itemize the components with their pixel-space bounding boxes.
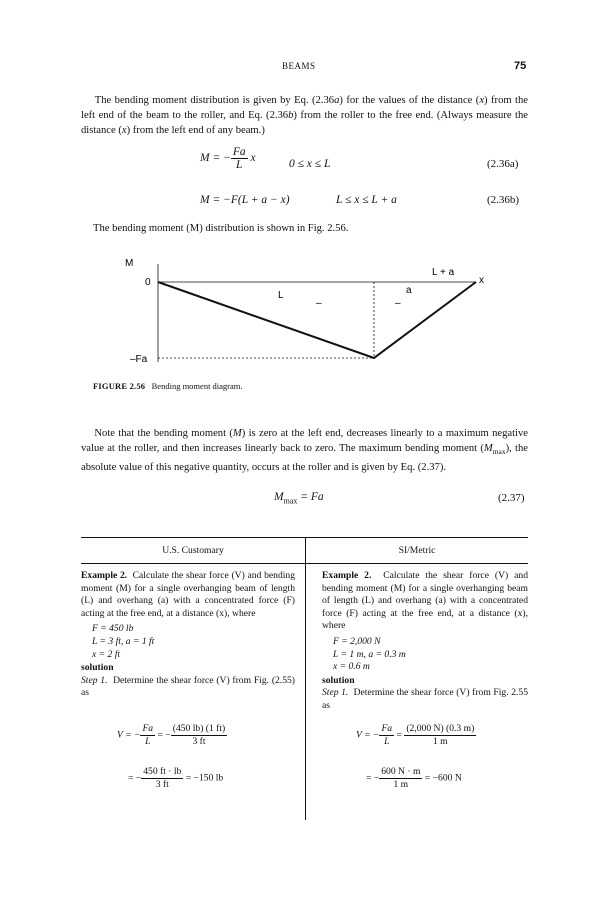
equation-2-36b-range: L ≤ x ≤ L + a — [336, 194, 397, 206]
header-si-metric: SI/Metric — [398, 545, 436, 556]
us-variable-3: x = 2 ft — [92, 648, 121, 660]
label-negative-Fa: –Fa — [130, 354, 148, 365]
negative-sign-2: – — [395, 298, 401, 309]
us-column — [81, 570, 295, 700]
si-variable-2: L = 1 m, a = 0.3 m — [333, 648, 406, 660]
label-L-plus-a: L + a — [432, 267, 455, 278]
label-M: M — [125, 258, 134, 269]
si-step-1: Step 1. Determine the shear force (V) from Fig. 2.55 as — [322, 687, 528, 711]
label-L: L — [278, 290, 284, 301]
equation-2-36a-number: (2.36a) — [487, 158, 519, 170]
label-zero: 0 — [145, 277, 151, 288]
equation-2-36a-range: 0 ≤ x ≤ L — [289, 158, 331, 170]
figure-caption: FIGURE 2.56 Bending moment diagram. — [93, 381, 243, 391]
equation-2-36b: M = −F(L + a − x) — [200, 194, 290, 206]
label-x: x — [479, 275, 484, 286]
us-variable-2: L = 3 ft, a = 1 ft — [92, 635, 155, 647]
us-shear-equation-2: = − $\frac{450 ft \cdot lb}{3 ft}$ = −150 lb — [128, 766, 224, 790]
si-variable-3: x = 0.6 m — [333, 661, 370, 673]
si-shear-equation-2: = − $\frac{600 N \cdot m}{1 m}$ = −600 N — [366, 766, 462, 790]
si-shear-equation-1: V = − $\frac{Fa}{L}$ = $\frac{(2,000 N) (0.3 m)}{1 m}$ — [356, 723, 475, 747]
us-shear-equation-1: V = − $\frac{Fa}{L}$ = − $\frac{(450 lb) (1 ft)}{3 ft}$ — [117, 723, 226, 747]
us-example-text: Example 2. Calculate the shear force (V) and bending moment (M) for a single overhanging beam of length (L) and overhang (a) with a concentrated force (F) acting at the free end, at a distance (x), where — [81, 570, 295, 619]
header-us-customary: U.S. Customary — [162, 545, 224, 556]
table-column-divider — [305, 537, 306, 820]
si-example-text: Example 2. Calculate the shear force (V) and bending moment (M) for a single overhanging beam of length (L) and overhang (a) with a concentrated force (F) acting at the free end, at a distance (x), where — [322, 570, 528, 632]
si-column — [322, 570, 528, 713]
equation-2-37-number: (2.37) — [498, 492, 525, 504]
bending-moment-diagram — [0, 250, 600, 380]
note-paragraph: Note that the bending moment (M) is zero at the left end, decreases linearly to a maximum negative value at the roller, and then increases linearly back to zero. The maximum bending moment $(M_{max})$, the absolute value of this negative quantity, occurs at the roller and is given by Eq. (2.37). — [81, 428, 529, 473]
equation-2-37: $M_{max} = Fa$ — [274, 491, 324, 506]
us-variable-1: F = 450 lb — [92, 623, 134, 635]
us-step-1: Step 1. Determine the shear force (V) from Fig. (2.55) as — [81, 674, 295, 699]
moment-curve — [158, 282, 476, 358]
running-title: BEAMS — [282, 61, 316, 71]
negative-sign-1: – — [316, 298, 322, 309]
page-number: 75 — [514, 60, 527, 72]
equation-2-36b-number: (2.36b) — [487, 194, 520, 206]
intro-paragraph: The bending moment distribution is given by Eq. (2.36a) for the values of the distance (x) from the left end of the beam to the roller, and Eq. (2.36b) from the roller to the free end. (Always measure the distance (x) from the left end of any beam.) — [81, 95, 528, 137]
equation-2-36a: M = − $\frac{Fa}{L}$ x — [200, 146, 256, 171]
si-variable-1: F = 2,000 N — [333, 635, 381, 647]
label-a: a — [406, 285, 412, 296]
si-solution-heading: solution — [322, 674, 355, 686]
figure-reference-text: The bending moment (M) distribution is shown in Fig. 2.56. — [93, 223, 349, 234]
us-solution-heading: solution — [81, 662, 114, 674]
